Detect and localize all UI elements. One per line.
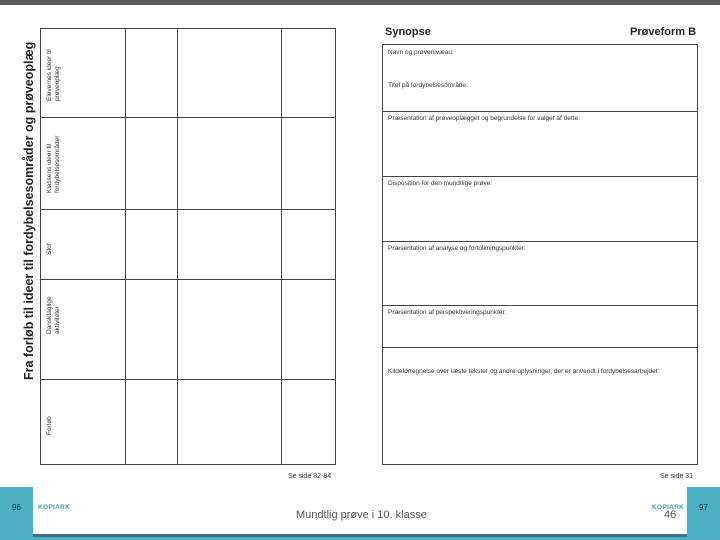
field-name-level: Navn og prøvenivæau: bbox=[388, 49, 454, 56]
slide-number: 46 bbox=[664, 509, 677, 521]
grid-row-divider bbox=[41, 379, 335, 380]
grid-row-divider bbox=[41, 279, 335, 280]
top-bar bbox=[0, 0, 720, 5]
bottom-dark-strip bbox=[33, 534, 687, 537]
see-page-reference-left: Se side 82-84 bbox=[288, 473, 332, 480]
left-page-title: Fra forløb til ideer til fordybelsesområder og prøveoplæg bbox=[22, 41, 36, 380]
grid-column-divider bbox=[125, 29, 126, 464]
synopse-form bbox=[382, 44, 698, 465]
section-perspective: Præsentation af perspektiveringspunkter: bbox=[383, 305, 697, 306]
field-topic-title: Titel på fordybelsesområde: bbox=[388, 82, 468, 89]
grid-row-divider bbox=[41, 117, 335, 118]
row-label-student-ideas: Elevernes ideer til prøveoplæg bbox=[46, 49, 61, 101]
kopiark-label-right: KOPIARK bbox=[652, 504, 685, 511]
row-label-course: Forløb bbox=[46, 416, 53, 435]
row-label-material: Stof bbox=[46, 243, 53, 255]
page-number-left: 96 bbox=[0, 487, 33, 534]
section-analysis: Præsentation af analyse og fortolkningspunkter: bbox=[383, 241, 697, 242]
kopiark-label-left: KOPIARK bbox=[38, 504, 71, 511]
grid-column-divider bbox=[281, 29, 282, 464]
footer-title: Mundtlig prøve i 10. klasse bbox=[296, 509, 427, 521]
ideas-grid bbox=[40, 28, 336, 465]
section-presentation: Præsentation af prøveoplægget og begrundelse for valget af dette: bbox=[383, 111, 697, 112]
row-label-danish-activities: Dansktaglige aktiviteter bbox=[46, 296, 61, 334]
section-sources: Kildefortegnelse over læste tekster og andre oplysninger, der er anvendt i fordybelsesarbejdet: bbox=[383, 347, 697, 348]
see-page-reference-right: Se side 31 bbox=[660, 473, 694, 480]
page-number-right: 97 bbox=[687, 487, 720, 534]
exam-form-title: Prøveform B bbox=[630, 26, 697, 38]
row-label-class-ideas: Klassens ideer til fordybelsesområder bbox=[46, 135, 61, 193]
grid-row-divider bbox=[41, 209, 335, 210]
synopse-title: Synopse bbox=[385, 26, 431, 38]
grid-column-divider bbox=[177, 29, 178, 464]
section-disposition: Disposition for den mundtlige prøve: bbox=[383, 176, 697, 177]
